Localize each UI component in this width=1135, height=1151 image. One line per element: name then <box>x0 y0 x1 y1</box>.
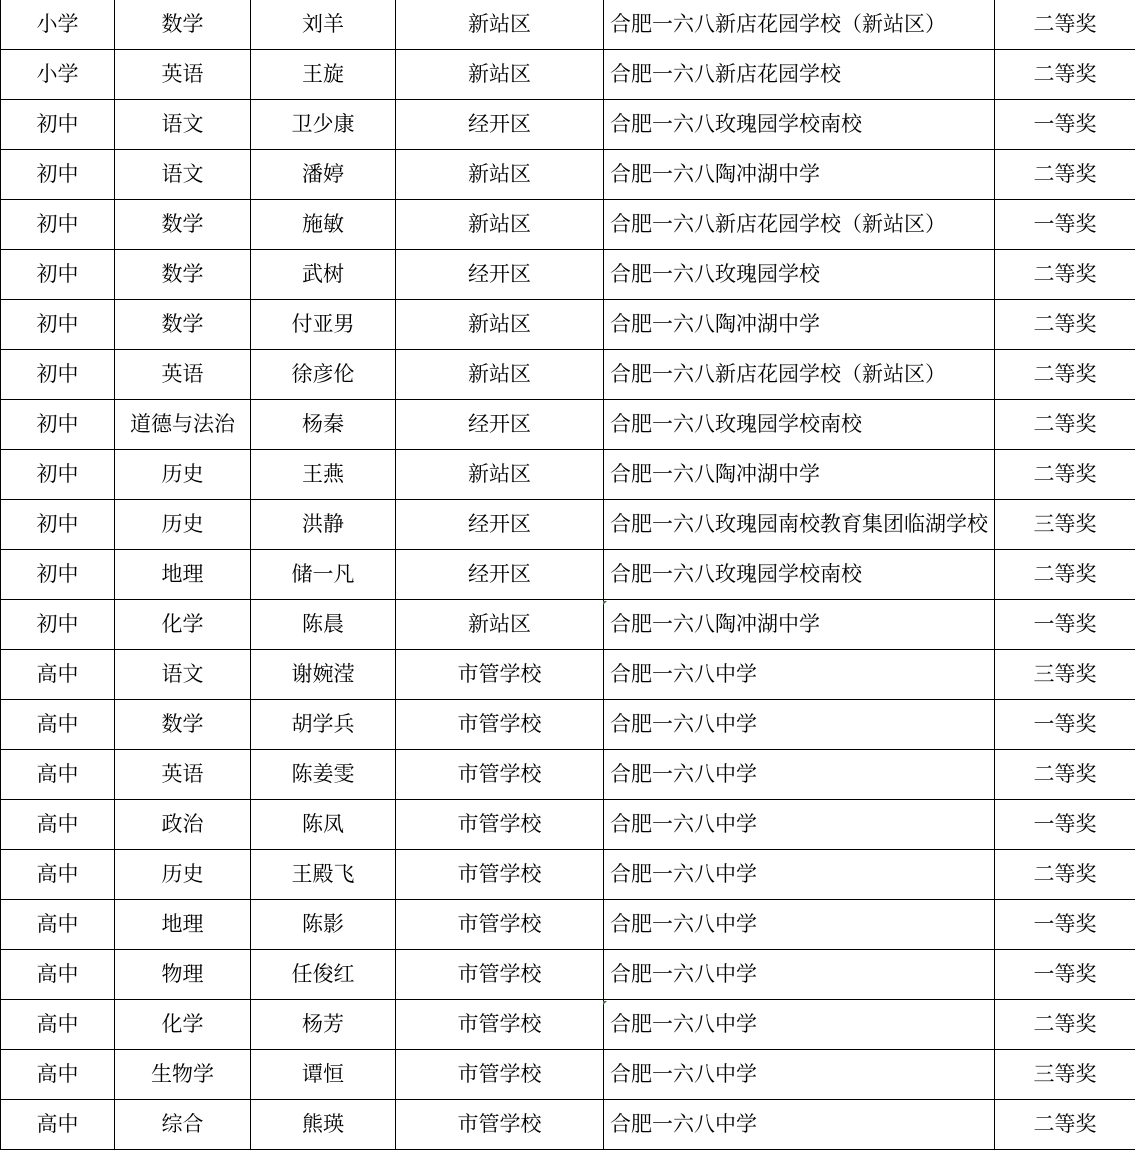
school-cell[interactable]: 合肥一六八中学 <box>604 1000 995 1050</box>
prize-cell[interactable]: 一等奖 <box>995 100 1135 150</box>
subject-cell[interactable]: 历史 <box>115 500 251 550</box>
subject-cell[interactable]: 物理 <box>115 950 251 1000</box>
district-cell[interactable]: 市管学校 <box>396 850 604 900</box>
school-cell[interactable]: 合肥一六八中学 <box>604 800 995 850</box>
school-cell[interactable]: 合肥一六八中学 <box>604 650 995 700</box>
district-cell[interactable]: 新站区 <box>396 300 604 350</box>
level-cell[interactable]: 初中 <box>1 150 115 200</box>
district-cell[interactable]: 新站区 <box>396 450 604 500</box>
school-cell[interactable]: 合肥一六八陶冲湖中学 <box>604 600 995 650</box>
subject-cell[interactable]: 数学 <box>115 200 251 250</box>
table-row <box>1 650 1135 700</box>
award-table-body <box>1 0 1135 1150</box>
school-cell[interactable]: 合肥一六八中学 <box>604 700 995 750</box>
level-cell[interactable]: 高中 <box>1 950 115 1000</box>
table-row <box>1 0 1135 50</box>
prize-cell[interactable]: 二等奖 <box>995 1000 1135 1050</box>
level-cell[interactable]: 高中 <box>1 1100 115 1150</box>
table-row <box>1 500 1135 550</box>
subject-cell[interactable]: 地理 <box>115 900 251 950</box>
subject-cell[interactable]: 语文 <box>115 650 251 700</box>
prize-cell[interactable]: 二等奖 <box>995 550 1135 600</box>
prize-cell[interactable]: 二等奖 <box>995 50 1135 100</box>
name-cell[interactable]: 杨芳 <box>251 1000 396 1050</box>
table-row <box>1 350 1135 400</box>
school-cell[interactable]: 合肥一六八中学 <box>604 900 995 950</box>
name-cell[interactable]: 杨秦 <box>251 400 396 450</box>
district-cell[interactable]: 市管学校 <box>396 800 604 850</box>
prize-cell[interactable]: 三等奖 <box>995 1050 1135 1100</box>
subject-cell[interactable]: 道德与法治 <box>115 400 251 450</box>
subject-cell[interactable]: 语文 <box>115 150 251 200</box>
level-cell[interactable]: 小学 <box>1 50 115 100</box>
district-cell[interactable]: 市管学校 <box>396 700 604 750</box>
table-row <box>1 200 1135 250</box>
level-cell[interactable]: 初中 <box>1 550 115 600</box>
level-cell[interactable]: 高中 <box>1 850 115 900</box>
level-cell[interactable]: 高中 <box>1 800 115 850</box>
district-cell[interactable]: 新站区 <box>396 600 604 650</box>
prize-cell[interactable]: 二等奖 <box>995 850 1135 900</box>
prize-cell[interactable]: 三等奖 <box>995 500 1135 550</box>
name-cell[interactable]: 陈晨 <box>251 600 396 650</box>
table-row <box>1 550 1135 600</box>
school-cell[interactable]: 合肥一六八新店花园学校（新站区） <box>604 200 995 250</box>
name-cell[interactable]: 陈凤 <box>251 800 396 850</box>
name-cell[interactable]: 武树 <box>251 250 396 300</box>
table-row <box>1 1050 1135 1100</box>
school-cell[interactable]: 合肥一六八玫瑰园学校 <box>604 250 995 300</box>
district-cell[interactable]: 市管学校 <box>396 1100 604 1150</box>
district-cell[interactable]: 经开区 <box>396 550 604 600</box>
school-cell[interactable]: 合肥一六八玫瑰园学校南校 <box>604 400 995 450</box>
level-cell[interactable]: 初中 <box>1 500 115 550</box>
school-cell[interactable]: 合肥一六八玫瑰园学校南校 <box>604 550 995 600</box>
level-cell[interactable]: 初中 <box>1 250 115 300</box>
name-cell[interactable]: 谢婉滢 <box>251 650 396 700</box>
level-cell[interactable]: 高中 <box>1 900 115 950</box>
table-row <box>1 250 1135 300</box>
school-cell[interactable]: 合肥一六八中学 <box>604 1100 995 1150</box>
table-row <box>1 900 1135 950</box>
table-row <box>1 800 1135 850</box>
subject-cell[interactable]: 数学 <box>115 0 251 50</box>
level-cell[interactable]: 初中 <box>1 350 115 400</box>
district-cell[interactable]: 经开区 <box>396 100 604 150</box>
prize-cell[interactable]: 二等奖 <box>995 1100 1135 1150</box>
subject-cell[interactable]: 英语 <box>115 350 251 400</box>
table-row <box>1 450 1135 500</box>
name-cell[interactable]: 陈影 <box>251 900 396 950</box>
prize-cell[interactable]: 一等奖 <box>995 600 1135 650</box>
prize-cell[interactable]: 一等奖 <box>995 700 1135 750</box>
level-cell[interactable]: 初中 <box>1 400 115 450</box>
level-cell[interactable]: 初中 <box>1 100 115 150</box>
district-cell[interactable]: 新站区 <box>396 350 604 400</box>
name-cell[interactable]: 熊瑛 <box>251 1100 396 1150</box>
district-cell[interactable]: 经开区 <box>396 250 604 300</box>
name-cell[interactable]: 潘婷 <box>251 150 396 200</box>
prize-cell[interactable]: 一等奖 <box>995 900 1135 950</box>
level-cell[interactable]: 初中 <box>1 300 115 350</box>
name-cell[interactable]: 徐彦伦 <box>251 350 396 400</box>
district-cell[interactable]: 市管学校 <box>396 900 604 950</box>
school-cell[interactable]: 合肥一六八陶冲湖中学 <box>604 300 995 350</box>
subject-cell[interactable]: 化学 <box>115 600 251 650</box>
level-cell[interactable]: 高中 <box>1 1050 115 1100</box>
name-cell[interactable]: 任俊红 <box>251 950 396 1000</box>
table-row <box>1 400 1135 450</box>
prize-cell[interactable]: 一等奖 <box>995 200 1135 250</box>
table-row <box>1 750 1135 800</box>
prize-cell[interactable]: 一等奖 <box>995 800 1135 850</box>
subject-cell[interactable]: 数学 <box>115 250 251 300</box>
school-cell[interactable]: 合肥一六八新店花园学校 <box>604 50 995 100</box>
district-cell[interactable]: 新站区 <box>396 200 604 250</box>
school-cell[interactable]: 合肥一六八中学 <box>604 850 995 900</box>
level-cell[interactable]: 小学 <box>1 0 115 50</box>
subject-cell[interactable]: 数学 <box>115 300 251 350</box>
name-cell[interactable]: 王殿飞 <box>251 850 396 900</box>
level-cell[interactable]: 高中 <box>1 750 115 800</box>
name-cell[interactable]: 洪静 <box>251 500 396 550</box>
school-cell[interactable]: 合肥一六八中学 <box>604 750 995 800</box>
subject-cell[interactable]: 数学 <box>115 700 251 750</box>
subject-cell[interactable]: 历史 <box>115 450 251 500</box>
table-row <box>1 150 1135 200</box>
subject-cell[interactable]: 政治 <box>115 800 251 850</box>
prize-cell[interactable]: 二等奖 <box>995 350 1135 400</box>
cell-comment-marker <box>603 601 607 605</box>
prize-cell[interactable]: 二等奖 <box>995 300 1135 350</box>
district-cell[interactable]: 市管学校 <box>396 650 604 700</box>
school-cell[interactable]: 合肥一六八陶冲湖中学 <box>604 450 995 500</box>
name-cell[interactable]: 施敏 <box>251 200 396 250</box>
district-cell[interactable]: 经开区 <box>396 400 604 450</box>
name-cell[interactable]: 胡学兵 <box>251 700 396 750</box>
prize-cell[interactable]: 一等奖 <box>995 950 1135 1000</box>
school-cell[interactable]: 合肥一六八新店花园学校（新站区） <box>604 350 995 400</box>
prize-cell[interactable]: 二等奖 <box>995 450 1135 500</box>
school-cell[interactable]: 合肥一六八中学 <box>604 950 995 1000</box>
school-cell[interactable]: 合肥一六八玫瑰园南校教育集团临湖学校 <box>604 500 995 550</box>
subject-cell[interactable]: 综合 <box>115 1100 251 1150</box>
level-cell[interactable]: 初中 <box>1 450 115 500</box>
name-cell[interactable]: 王旋 <box>251 50 396 100</box>
district-cell[interactable]: 市管学校 <box>396 1050 604 1100</box>
level-cell[interactable]: 高中 <box>1 1000 115 1050</box>
prize-cell[interactable]: 二等奖 <box>995 250 1135 300</box>
name-cell[interactable]: 陈姜雯 <box>251 750 396 800</box>
subject-cell[interactable]: 历史 <box>115 850 251 900</box>
district-cell[interactable]: 市管学校 <box>396 750 604 800</box>
table-row <box>1 300 1135 350</box>
district-cell[interactable]: 市管学校 <box>396 950 604 1000</box>
prize-cell[interactable]: 三等奖 <box>995 650 1135 700</box>
school-cell[interactable]: 合肥一六八中学 <box>604 1050 995 1100</box>
prize-cell[interactable]: 二等奖 <box>995 750 1135 800</box>
cell-comment-marker <box>603 1001 607 1005</box>
prize-cell[interactable]: 二等奖 <box>995 150 1135 200</box>
district-cell[interactable]: 经开区 <box>396 500 604 550</box>
level-cell[interactable]: 高中 <box>1 650 115 700</box>
district-cell[interactable]: 新站区 <box>396 150 604 200</box>
subject-cell[interactable]: 英语 <box>115 50 251 100</box>
table-row <box>1 1100 1135 1150</box>
name-cell[interactable]: 付亚男 <box>251 300 396 350</box>
district-cell[interactable]: 市管学校 <box>396 1000 604 1050</box>
name-cell[interactable]: 谭恒 <box>251 1050 396 1100</box>
prize-cell[interactable]: 二等奖 <box>995 400 1135 450</box>
level-cell[interactable]: 初中 <box>1 600 115 650</box>
subject-cell[interactable]: 语文 <box>115 100 251 150</box>
school-cell[interactable]: 合肥一六八玫瑰园学校南校 <box>604 100 995 150</box>
table-row <box>1 950 1135 1000</box>
table-row <box>1 50 1135 100</box>
district-cell[interactable]: 新站区 <box>396 50 604 100</box>
table-row <box>1 700 1135 750</box>
subject-cell[interactable]: 生物学 <box>115 1050 251 1100</box>
level-cell[interactable]: 初中 <box>1 200 115 250</box>
table-row <box>1 850 1135 900</box>
name-cell[interactable]: 储一凡 <box>251 550 396 600</box>
prize-cell[interactable]: 二等奖 <box>995 0 1135 50</box>
subject-cell[interactable]: 英语 <box>115 750 251 800</box>
name-cell[interactable]: 卫少康 <box>251 100 396 150</box>
level-cell[interactable]: 高中 <box>1 700 115 750</box>
table-row <box>1 1000 1135 1050</box>
school-cell[interactable]: 合肥一六八陶冲湖中学 <box>604 150 995 200</box>
district-cell[interactable]: 新站区 <box>396 0 604 50</box>
subject-cell[interactable]: 化学 <box>115 1000 251 1050</box>
name-cell[interactable]: 王燕 <box>251 450 396 500</box>
table-row <box>1 100 1135 150</box>
table-row <box>1 600 1135 650</box>
school-cell[interactable]: 合肥一六八新店花园学校（新站区） <box>604 0 995 50</box>
subject-cell[interactable]: 地理 <box>115 550 251 600</box>
name-cell[interactable]: 刘羊 <box>251 0 396 50</box>
